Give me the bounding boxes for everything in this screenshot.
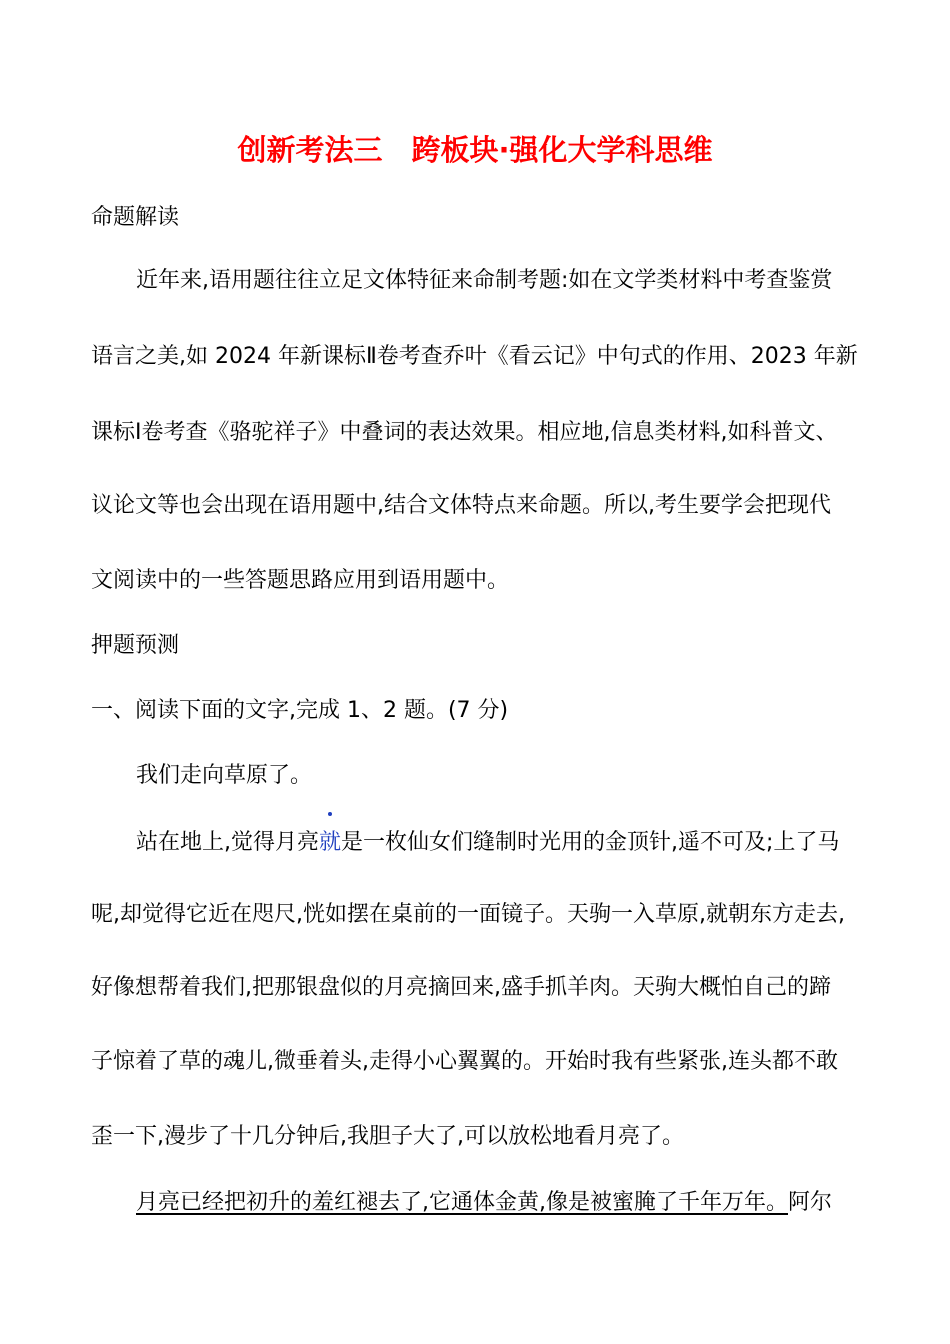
passage-line: 好像想帮着我们,把那银盘似的月亮摘回来,盛手抓羊肉。天驹大概怕自己的蹄 bbox=[91, 975, 831, 1000]
paragraph-line: 课标Ⅰ卷考查《骆驼祥子》中叠词的表达效果。相应地,信息类材料,如科普文、 bbox=[91, 420, 838, 445]
passage-text: 站在地上,觉得月亮 bbox=[136, 830, 319, 855]
section-heading-prediction: 押题预测 bbox=[91, 633, 180, 658]
underlined-sentence: 月亮已经把初升的羞红褪去了,它通体金黄,像是被蜜腌了千年万年。 bbox=[136, 1190, 788, 1215]
question-prompt: 一、阅读下面的文字,完成 1、2 题。(7 分) bbox=[91, 698, 509, 723]
passage-paragraph: 我们走向草原了。 bbox=[136, 763, 313, 788]
passage-text: 是一枚仙女们缝制时光用的金顶针,遥不可及;上了马 bbox=[341, 830, 840, 855]
passage-text: 阿尔 bbox=[788, 1190, 833, 1215]
paragraph-line: 近年来,语用题往往立足文体特征来命制考题:如在文学类材料中考查鉴赏 bbox=[136, 268, 833, 293]
passage-line bbox=[136, 828, 839, 858]
paragraph-line: 文阅读中的一些答题思路应用到语用题中。 bbox=[91, 568, 510, 593]
paragraph-line: 议论文等也会出现在语用题中,结合文体特点来命题。所以,考生要学会把现代 bbox=[91, 493, 831, 518]
passage-line: 呢,却觉得它近在咫尺,恍如摆在桌前的一面镜子。天驹一入草原,就朝东方走去, bbox=[91, 902, 845, 927]
passage-line bbox=[136, 1188, 832, 1218]
passage-line: 子惊着了草的魂儿,微垂着头,走得小心翼翼的。开始时我有些紧张,连头都不敢 bbox=[91, 1049, 838, 1074]
page-title: 创新考法三 跨板块·强化大学科思维 bbox=[237, 133, 713, 167]
section-heading-interpretation: 命题解读 bbox=[91, 205, 180, 230]
passage-line: 歪一下,漫步了十几分钟后,我胆子大了,可以放松地看月亮了。 bbox=[91, 1124, 684, 1149]
paragraph-line: 语言之美,如 2024 年新课标Ⅱ卷考查乔叶《看云记》中句式的作用、2023 年新 bbox=[91, 344, 858, 369]
emphasized-word: 就 bbox=[319, 828, 341, 858]
